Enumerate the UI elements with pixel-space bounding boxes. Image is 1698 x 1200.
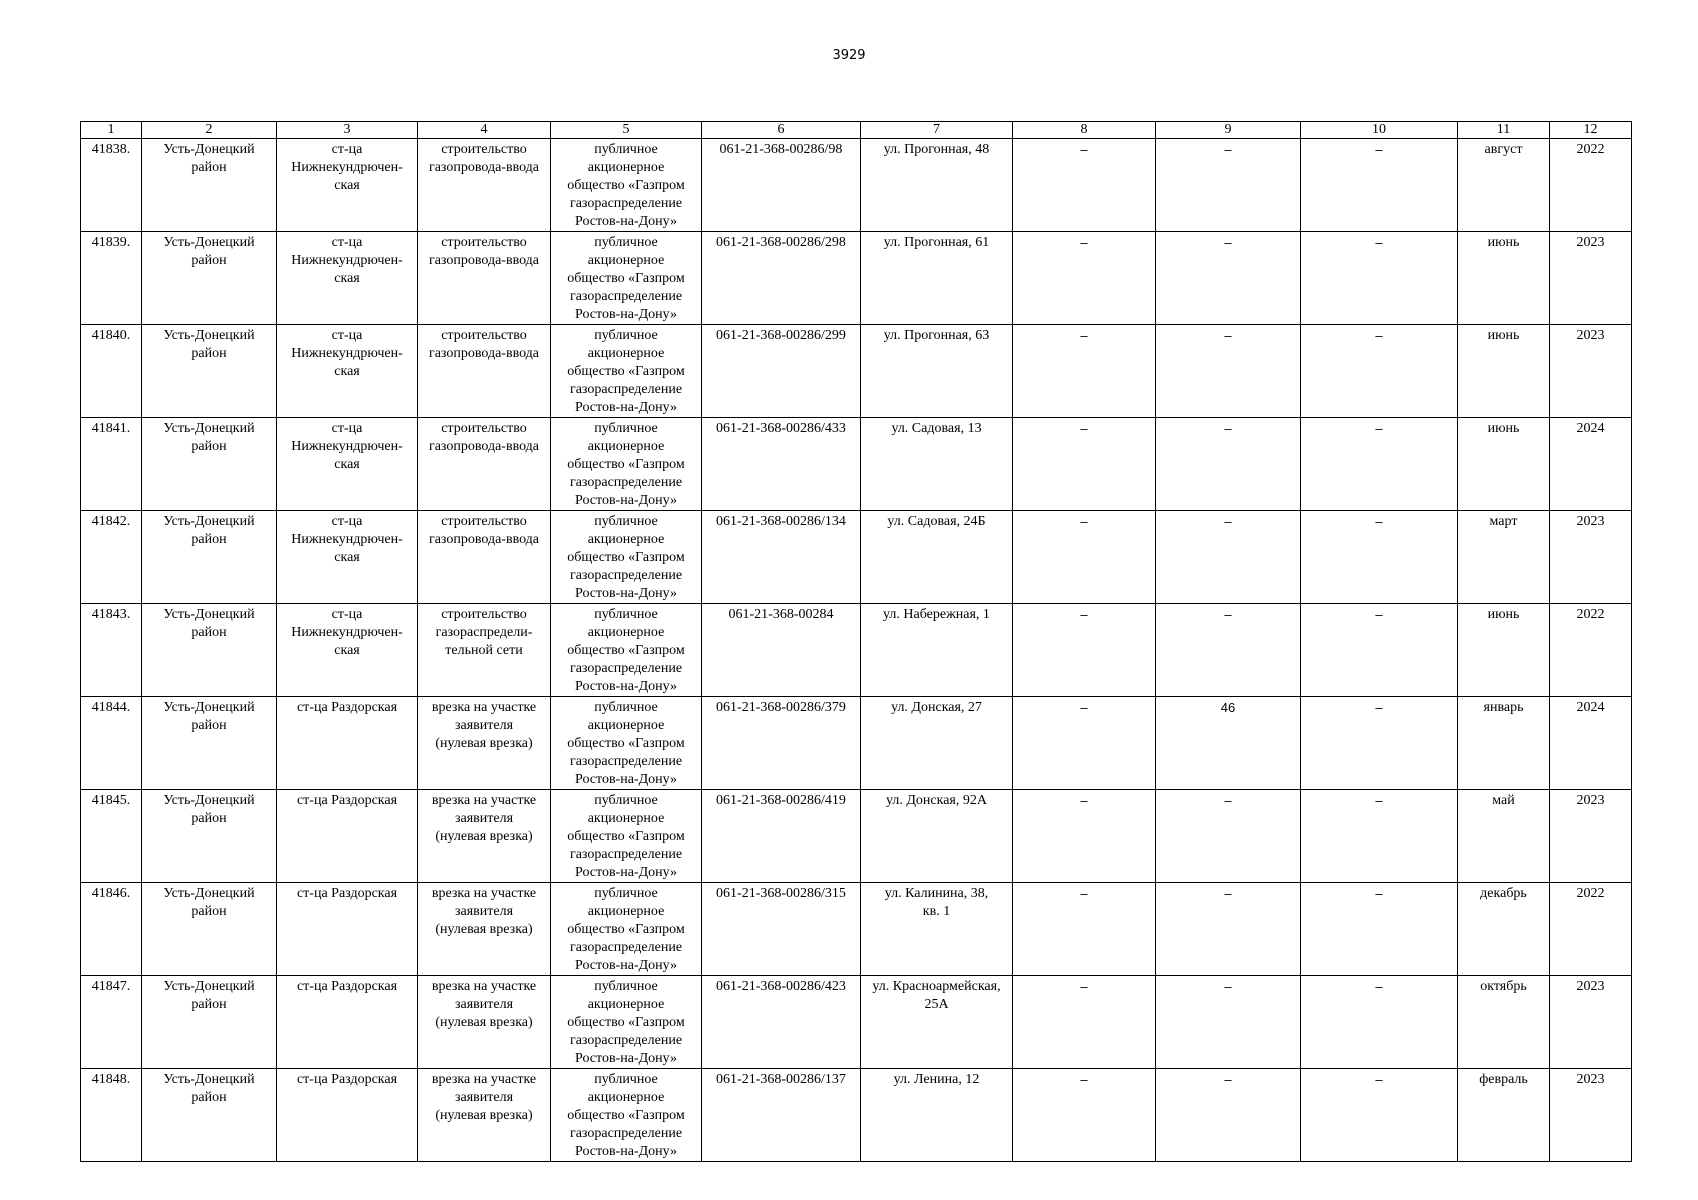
- table-row: [81, 511, 1632, 604]
- column-header: 7: [861, 122, 1013, 139]
- table-cell: январь: [1458, 697, 1550, 790]
- column-header: 9: [1156, 122, 1301, 139]
- table-row: [81, 232, 1632, 325]
- column-header: 3: [277, 122, 418, 139]
- table-cell: –: [1301, 1069, 1458, 1162]
- table-cell: –: [1156, 232, 1301, 325]
- table-cell: публичное акционерное общество «Газпром газораспределение Ростов-на-Дону»: [551, 883, 702, 976]
- table-cell: –: [1013, 1069, 1156, 1162]
- table-cell: строительство газопровода-ввода: [418, 232, 551, 325]
- table-cell: 41840.: [81, 325, 142, 418]
- column-header: 2: [142, 122, 277, 139]
- column-header: 11: [1458, 122, 1550, 139]
- table-cell: –: [1301, 976, 1458, 1069]
- table-cell: публичное акционерное общество «Газпром газораспределение Ростов-на-Дону»: [551, 697, 702, 790]
- table-cell: –: [1013, 604, 1156, 697]
- registry-table: [80, 121, 1632, 1162]
- table-cell: 061-21-368-00286/299: [702, 325, 861, 418]
- table-cell: 41841.: [81, 418, 142, 511]
- table-cell: 061-21-368-00286/134: [702, 511, 861, 604]
- table-row: [81, 139, 1632, 232]
- table-cell: июнь: [1458, 232, 1550, 325]
- table-cell: март: [1458, 511, 1550, 604]
- table-cell: август: [1458, 139, 1550, 232]
- table-cell: 41846.: [81, 883, 142, 976]
- table-cell: ст-ца Раздорская: [277, 697, 418, 790]
- table-cell: ул. Донская, 92А: [861, 790, 1013, 883]
- table-cell: июнь: [1458, 418, 1550, 511]
- table-cell: ст-ца Нижнекундрючен- ская: [277, 325, 418, 418]
- table-cell: –: [1156, 325, 1301, 418]
- table-cell: 2023: [1550, 976, 1632, 1069]
- table-cell: октябрь: [1458, 976, 1550, 1069]
- table-cell: 061-21-368-00286/298: [702, 232, 861, 325]
- table-cell: –: [1013, 139, 1156, 232]
- table-cell: публичное акционерное общество «Газпром газораспределение Ростов-на-Дону»: [551, 325, 702, 418]
- table-row: [81, 697, 1632, 790]
- table-cell: –: [1301, 511, 1458, 604]
- table-cell: июнь: [1458, 325, 1550, 418]
- table-cell: 2024: [1550, 697, 1632, 790]
- table-cell: ст-ца Раздорская: [277, 790, 418, 883]
- column-header: 4: [418, 122, 551, 139]
- table-cell: врезка на участке заявителя (нулевая врезка): [418, 1069, 551, 1162]
- table-cell: –: [1013, 790, 1156, 883]
- table-cell: ст-ца Нижнекундрючен- ская: [277, 511, 418, 604]
- table-cell: публичное акционерное общество «Газпром газораспределение Ростов-на-Дону»: [551, 790, 702, 883]
- table-cell: ст-ца Нижнекундрючен- ская: [277, 139, 418, 232]
- table-cell: –: [1156, 1069, 1301, 1162]
- table-cell: Усть-Донецкий район: [142, 232, 277, 325]
- table-row: [81, 790, 1632, 883]
- table-cell: ул. Садовая, 24Б: [861, 511, 1013, 604]
- table-cell: врезка на участке заявителя (нулевая врезка): [418, 790, 551, 883]
- table-cell: 41838.: [81, 139, 142, 232]
- column-header: 1: [81, 122, 142, 139]
- table-cell: –: [1156, 418, 1301, 511]
- table-row: [81, 418, 1632, 511]
- table-cell: публичное акционерное общество «Газпром газораспределение Ростов-на-Дону»: [551, 1069, 702, 1162]
- table-cell: ул. Донская, 27: [861, 697, 1013, 790]
- table-cell: 061-21-368-00286/433: [702, 418, 861, 511]
- table-cell: –: [1156, 511, 1301, 604]
- table-cell: 41839.: [81, 232, 142, 325]
- table-cell: врезка на участке заявителя (нулевая врезка): [418, 976, 551, 1069]
- table-cell: –: [1301, 232, 1458, 325]
- column-header: 10: [1301, 122, 1458, 139]
- table-cell: Усть-Донецкий район: [142, 418, 277, 511]
- table-cell: строительство газопровода-ввода: [418, 511, 551, 604]
- table-cell: строительство газопровода-ввода: [418, 139, 551, 232]
- table-cell: публичное акционерное общество «Газпром газораспределение Ростов-на-Дону»: [551, 232, 702, 325]
- table-cell: публичное акционерное общество «Газпром газораспределение Ростов-на-Дону»: [551, 511, 702, 604]
- table-cell: Усть-Донецкий район: [142, 790, 277, 883]
- table-cell: Усть-Донецкий район: [142, 139, 277, 232]
- table-cell: –: [1156, 883, 1301, 976]
- table-cell: ст-ца Нижнекундрючен- ская: [277, 232, 418, 325]
- table-cell: 41845.: [81, 790, 142, 883]
- table-cell: ст-ца Нижнекундрючен- ская: [277, 418, 418, 511]
- table-cell: май: [1458, 790, 1550, 883]
- table-cell: Усть-Донецкий район: [142, 697, 277, 790]
- table-cell: 2023: [1550, 790, 1632, 883]
- table-cell: врезка на участке заявителя (нулевая врезка): [418, 883, 551, 976]
- table-cell: –: [1301, 883, 1458, 976]
- table-cell: –: [1301, 697, 1458, 790]
- table-cell: –: [1013, 418, 1156, 511]
- table-cell: Усть-Донецкий район: [142, 883, 277, 976]
- table-cell: 41843.: [81, 604, 142, 697]
- table-cell: –: [1156, 790, 1301, 883]
- table-cell: –: [1013, 976, 1156, 1069]
- table-cell: публичное акционерное общество «Газпром газораспределение Ростов-на-Дону»: [551, 139, 702, 232]
- table-cell: –: [1301, 790, 1458, 883]
- table-cell: 061-21-368-00286/315: [702, 883, 861, 976]
- table-cell: –: [1301, 325, 1458, 418]
- table-cell: 2023: [1550, 325, 1632, 418]
- table-cell: –: [1013, 697, 1156, 790]
- table-cell: 2022: [1550, 604, 1632, 697]
- header-row: [81, 122, 1632, 139]
- table-cell: публичное акционерное общество «Газпром газораспределение Ростов-на-Дону»: [551, 976, 702, 1069]
- table-cell: строительство газопровода-ввода: [418, 418, 551, 511]
- table-cell: –: [1013, 883, 1156, 976]
- table-row: [81, 325, 1632, 418]
- table-cell: ул. Набережная, 1: [861, 604, 1013, 697]
- table-cell: 2022: [1550, 139, 1632, 232]
- page-number: 3929: [832, 48, 866, 63]
- table-cell: 061-21-368-00286/98: [702, 139, 861, 232]
- table-cell: ул. Прогонная, 63: [861, 325, 1013, 418]
- table-row: [81, 604, 1632, 697]
- table-cell: строительство газораспредели- тельной сети: [418, 604, 551, 697]
- table-cell: ул. Прогонная, 48: [861, 139, 1013, 232]
- table-cell: ст-ца Нижнекундрючен- ская: [277, 604, 418, 697]
- table-cell: публичное акционерное общество «Газпром газораспределение Ростов-на-Дону»: [551, 604, 702, 697]
- table-cell: ул. Калинина, 38, кв. 1: [861, 883, 1013, 976]
- table-cell: ул. Ленина, 12: [861, 1069, 1013, 1162]
- table-cell: –: [1301, 139, 1458, 232]
- table-cell: декабрь: [1458, 883, 1550, 976]
- table-cell: –: [1156, 604, 1301, 697]
- table-cell: 2022: [1550, 883, 1632, 976]
- table-cell: 061-21-368-00286/379: [702, 697, 861, 790]
- table-cell: Усть-Донецкий район: [142, 976, 277, 1069]
- table-cell: 061-21-368-00286/419: [702, 790, 861, 883]
- table-cell: публичное акционерное общество «Газпром газораспределение Ростов-на-Дону»: [551, 418, 702, 511]
- column-header: 8: [1013, 122, 1156, 139]
- table-cell: Усть-Донецкий район: [142, 325, 277, 418]
- table-cell: 41847.: [81, 976, 142, 1069]
- table-cell: –: [1156, 976, 1301, 1069]
- column-header: 6: [702, 122, 861, 139]
- table-cell: –: [1301, 604, 1458, 697]
- table-row: [81, 1069, 1632, 1162]
- table-cell: 2023: [1550, 1069, 1632, 1162]
- table-cell: ул. Прогонная, 61: [861, 232, 1013, 325]
- table-cell: ул. Красноармейская, 25А: [861, 976, 1013, 1069]
- table-cell: ст-ца Раздорская: [277, 883, 418, 976]
- column-header: 12: [1550, 122, 1632, 139]
- table-cell: 2023: [1550, 232, 1632, 325]
- table-cell: –: [1013, 232, 1156, 325]
- table-cell: Усть-Донецкий район: [142, 1069, 277, 1162]
- table-cell: –: [1156, 139, 1301, 232]
- table-row: [81, 976, 1632, 1069]
- table-cell: 061-21-368-00284: [702, 604, 861, 697]
- table-cell: 41848.: [81, 1069, 142, 1162]
- column-header: 5: [551, 122, 702, 139]
- table-cell: 061-21-368-00286/423: [702, 976, 861, 1069]
- table-cell: февраль: [1458, 1069, 1550, 1162]
- table-cell: –: [1013, 511, 1156, 604]
- table-cell: ст-ца Раздорская: [277, 1069, 418, 1162]
- table-cell: ст-ца Раздорская: [277, 976, 418, 1069]
- table-row: [81, 883, 1632, 976]
- table-cell: –: [1301, 418, 1458, 511]
- table-cell: 41844.: [81, 697, 142, 790]
- table-cell: Усть-Донецкий район: [142, 604, 277, 697]
- table-cell: ул. Садовая, 13: [861, 418, 1013, 511]
- table-cell: 41842.: [81, 511, 142, 604]
- table-cell: 2023: [1550, 511, 1632, 604]
- table-cell: 2024: [1550, 418, 1632, 511]
- table-cell: 46: [1156, 697, 1301, 790]
- table-cell: врезка на участке заявителя (нулевая врезка): [418, 697, 551, 790]
- table-cell: июнь: [1458, 604, 1550, 697]
- table-cell: строительство газопровода-ввода: [418, 325, 551, 418]
- table-cell: Усть-Донецкий район: [142, 511, 277, 604]
- table-cell: –: [1013, 325, 1156, 418]
- table-cell: 061-21-368-00286/137: [702, 1069, 861, 1162]
